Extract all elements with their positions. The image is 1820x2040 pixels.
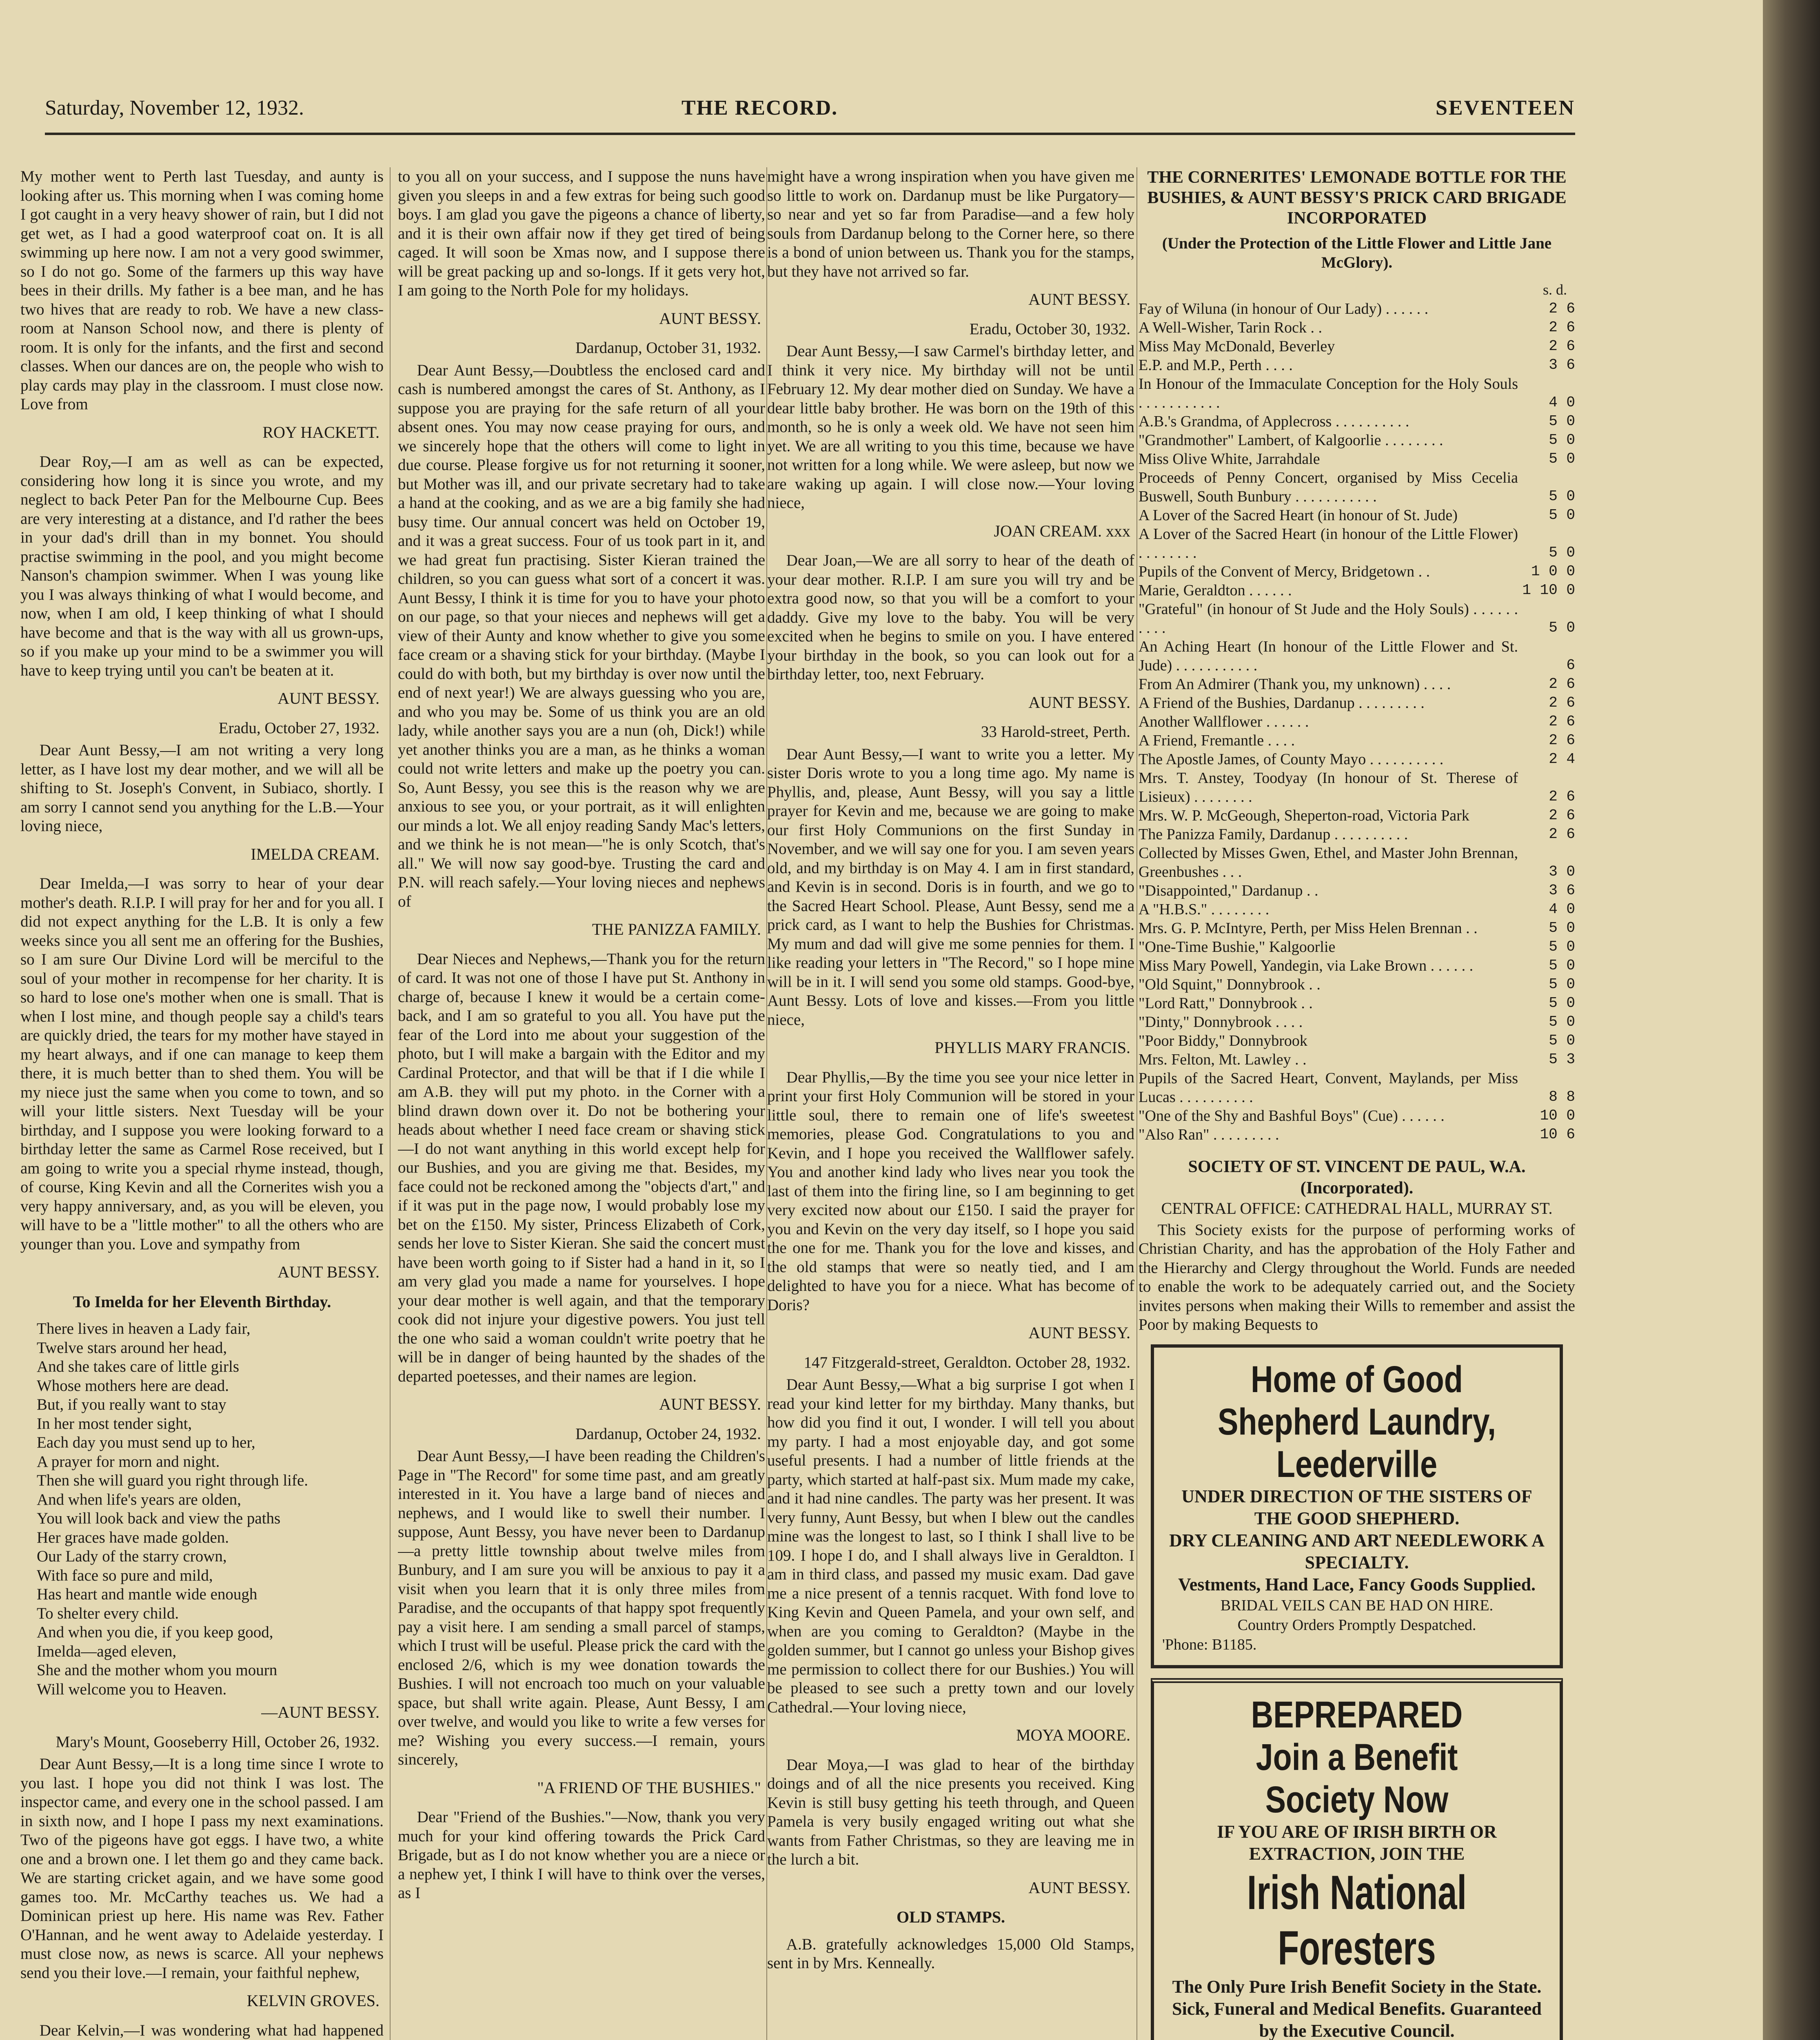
donation-row [1139,506,1575,525]
signature: AUNT BESSY. [1028,693,1130,712]
donation-amount: 5 0 [1549,1013,1575,1030]
donation-row [1139,731,1575,750]
donation-amount: 2 6 [1549,788,1575,805]
letter: Dear Aunt Bessy,—Doubtless the enclosed card and cash is numbered amongst the cares of St. Anthony, as I suppose you are praying for the safe return of all your absent ones. You may now cease praying for ours, and we sincerely hope that the others will come to light in due course. Please forgive us for not returning it sooner, but Mother was ill, and our private secretary had to take a hand at the cooking, and as we are a big family she had busy time. Our annual concert was held on October 19, and it was a great success. Four of us took part in it, and we had great fun practising. Sister Kieran trained the children, so you can guess what sort of a concert it was. Aunt Bessy, I think it is time for you to have your photo on our page, so that your nieces and nephews will get a view of their Aunty and know whether to give you some face cream or a shaving stick for your birthday. (Maybe I could do with both, but my birthday is over now until the end of next year!) We are always guessing who you are, and who you may be. Some of us think you are an old lady, while another says you are a nun (oh, Dick!) while yet another thinks you are a man, as he thinks a woman could not write letters and make up the poetry you can. So, Aunt Bessy, you see this is the reason why we are anxious to see you, or your portrait, as it will enlighten our minds a lot. We all enjoy reading Sandy Mac's letters, and we think he is not mean—"he is only Scotch, that's all." We will now say good-bye. Trusting the card and P.N. will reach safely.—Your loving nieces and nephews of [398,361,765,910]
ad-line: Country Orders Promptly Despatched. [1237,1616,1476,1634]
reply: Dear Roy,—I am as well as can be expected, considering how long it is since you wrote, and my neglect to back Peter Pan for the Melbourne Cup. Bees are very interesting at a distance, and I'd rather the bees in your dad's drill than in my bonnet. You should practise swimming in the pool, and you might become Nanson's champion swimmer. When I was young like you I was always thinking of what I would become, and now, when I am old, I keep thinking of what I should have become and that is the way with all us grown-ups, so if you make up your mind to be a swimmer you will have to keep trying until you can't be beaten at it. [20,453,384,679]
signature: THE PANIZZA FAMILY. [592,920,761,938]
donor-name: "Old Squint," Donnybrook . . [1139,976,1321,993]
letter-place-date: 147 Fitzgerald-street, Geraldton. October 28, 1932. [803,1353,1130,1371]
acknowledgement: A.B. gratefully acknowledges 15,000 Old Stamps, sent in by Mrs. Kenneally. [767,1935,1134,1972]
donation-amount: 5 0 [1549,919,1575,936]
signature: AUNT BESSY. [1028,290,1130,308]
donation-amount: 5 0 [1549,412,1575,430]
donation-amount: 4 0 [1549,394,1575,411]
letter: Dear Aunt Bessy,—What a big surprise I got when I read your kind letter for my birthday. Many thanks, but how did you find it out, I wonder. I will tell you about my party. I had a most enjoyable day, and got some useful presents. I had a number of little friends at the party, which started at half-past six. Mum made my cake, and it had nine candles. The party was her present. It was very funny, Aunt Bessy, but when I blew out the candles mine was the longest to last, so I think I shall live to be 109. I hope I do, and I shall always live in Geraldton. I am in third class, and passed my music exam. Dad gave me a nice present of a tennis racquet. With fond love to King Kevin and Queen Pamela, and your own self, and when are you coming to Geraldton? (Maybe in the golden summer, but I cannot go unless your Bishop gives me permission to collect there for our Bushies.) You will be pleased to see such a pretty town and our lovely Cathedral.—Your loving niece, [767,1376,1134,1716]
donor-name: Another Wallflower . . . . . . [1139,713,1309,730]
donation-amount: 5 0 [1549,957,1575,974]
donation-amount: 3 0 [1549,863,1575,880]
donation-amount: 5 3 [1549,1051,1575,1068]
reply: Dear Kelvin,—I was wondering what had happened [39,2021,384,2039]
fund-subtitle: (Under the Protection of the Little Flower and Little Jane McGlory). [1162,235,1552,271]
signature: ROY HACKETT. [262,423,380,441]
donation-row [1139,1125,1575,1144]
ad-line: The Only Pure Irish Benefit Society in the State. [1172,1976,1542,1997]
donor-name: Marie, Geraldton . . . . . . [1139,581,1292,599]
donor-name: Proceeds of Penny Concert, organised by Miss Cecelia Buswell, South Bunbury . . . . . . . . . . . [1139,469,1518,505]
donor-name: A.B.'s Grandma, of Applecross . . . . . . . . . . [1139,412,1409,430]
donation-row [1139,299,1575,318]
ad-line: IF YOU ARE OF IRISH BIRTH OR EXTRACTION, JOIN THE [1217,1821,1497,1864]
ad-line: DRY CLEANING AND ART NEEDLEWORK A SPECIALTY. [1169,1530,1545,1572]
issue-date: Saturday, November 12, 1932. [45,96,304,120]
donation-row [1139,769,1575,806]
donor-name: Miss May McDonald, Beverley [1139,337,1335,355]
ad-line: BEPREPARED [1251,1694,1463,1736]
ad-title: Irish National Foresters [1247,1865,1467,1975]
letter: Dear Aunt Bessy,—It is a long time since I wrote to you last. I hope you did not think I was lost. The inspector came, and every one in the school passed. I am in sixth now, and I hope I pass my next examinations. Two of the pigeons have got eggs. I have two, a white one and a brown one. I let them go and they came back. We are starting cricket again, and we have some good games too. Mr. McCarthy teaches us. We had a Dominican priest up here. His name was Rev. Father O'Hannan, and he went away to Adelaide yesterday. I must close now, as news is scarce. All your nephews send you their love.—I remain, your faithful nephew, [20,1755,384,1982]
reply: Dear Nieces and Nephews,—Thank you for the return of card. It was not one of those I have put St. Anthony in charge of, because I knew it would be a certain come-back, and I am so grateful to you all. You have put the fear of the Lord into me about your suggestion of the photo, but I will make a bargain with the Editor and my Cardinal Protector, and that will be that if I die while I am A.B. they will put my photo. in the Corner with a blind drawn down over it. Do not be bothering your heads about whether I need face cream or shaving stick—I do not want anything in this world except help for our Bushies, and you are giving me that. Besides, my face could not be reckoned among the "objects d'art," and if it was put in the page now, I would probably lose my bet on the £150. My sister, Princess Elizabeth of Cork, sends her love to Sister Kieran. She said the concert must have been worth going to if Sister had a hand in it, so I am very glad you made a name for yourselves. I hope your dear mother is well again, and that the temporary cook did not injure your digestive powers. You just tell the one who said a woman couldn't write poetry that he will be in danger of being haunted by the shades of the departed poetesses, and their names are legion. [398,950,765,1385]
donor-name: "Lord Ratt," Donnybrook . . [1139,994,1313,1012]
donor-name: "One-Time Bushie," Kalgoorlie [1139,938,1336,956]
reply-continued: might have a wrong inspiration when you have given me so little to work on. Dardanup must be like Purgatory—so near and yet so far from Paradise—and a few holy souls from Dardanup belong to the Corner here, so there is a bond of union between us. Thank you for the stamps, but they have not arrived so far. [767,168,1134,280]
donation-amount: 10 0 [1540,1107,1575,1124]
currency-header: s. d. [1543,282,1567,298]
donation-amount: 2 6 [1549,713,1575,730]
donor-name: Pupils of the Convent of Mercy, Bridgetown . . [1139,563,1430,580]
donor-name: A Well-Wisher, Tarin Rock . . [1139,319,1322,336]
ad-title: Home of Good Shepherd Laundry, Leederville [1218,1358,1496,1485]
donor-name: The Apostle James, of County Mayo . . . . . . . . . . [1139,750,1444,768]
fund-title: THE CORNERITES' LEMONADE BOTTLE FOR THE BUSHIES, & AUNT BESSY'S PRICK CARD BRIGADE INCORPORATED [1147,168,1567,228]
donation-amount: 5 0 [1549,938,1575,955]
book-binding [1763,0,1820,2040]
signature: KELVIN GROVES. [246,1991,380,2010]
donation-amount: 10 6 [1540,1126,1575,1143]
section-heading: OLD STAMPS. [897,1908,1005,1926]
letter-place-date: Dardanup, October 24, 1932. [575,1425,761,1443]
signature: "A FRIEND OF THE BUSHIES." [537,1778,761,1797]
donation-amount: 2 6 [1549,675,1575,692]
donation-amount: 2 6 [1549,807,1575,824]
donation-row [1139,956,1575,975]
reply: Dear Moya,—I was glad to hear of the birthday doings and of all the nice presents you received. King Kevin is still busy getting his teeth through, and Queen Pamela is very busily engaged writing out what she wants from Father Christmas, so they are leaving me in the lurch a bit. [767,1756,1134,1868]
signature: IMELDA CREAM. [251,845,380,863]
donation-amount: 8 8 [1549,1088,1575,1105]
donation-amount: 2 6 [1549,337,1575,355]
ad-line: Join a Benefit Society Now [1256,1736,1458,1820]
donation-amount: 5 0 [1549,544,1575,561]
donor-name: Miss Mary Powell, Yandegin, via Lake Brown . . . . . . [1139,957,1474,974]
column-divider [1136,167,1137,2040]
donation-row [1139,919,1575,938]
donation-amount: 6 [1566,656,1575,674]
donation-row [1139,675,1575,694]
donation-row [1139,337,1575,356]
column-3 [767,167,1134,2040]
donation-row [1139,600,1575,637]
donation-amount: 5 0 [1549,488,1575,505]
ad-phone: 'Phone: B1185. [1162,1636,1257,1653]
donor-name: "Also Ran" . . . . . . . . . [1139,1126,1279,1143]
page-number: SEVENTEEN [1436,96,1575,120]
letter: My mother went to Perth last Tuesday, and aunty is looking after us. This morning when I was coming home I got caught in a very heavy shower of rain, but I did not get wet, as I had a good waterproof coat on. It is all swimming up here now. I am not a very good swimmer, so I do not go. Some of the farmers up this way have bees in their drills. My father is a bee man, and he has two hives that are ready to rob. We have a new class-room at Nanson School now, and there is plenty of room. It is only for the infants, and the first and second classes. When our dances are on, the people who wish to play cards may play in the classroom. I must close now. Love from [20,168,384,413]
letter-place-date: 33 Harold-street, Perth. [981,723,1130,741]
letter: Dear Aunt Bessy,—I saw Carmel's birthday letter, and I think it very nice. My birthday will not be until February 12. My dear mother died on Sunday. We have a dear little baby brother. He was born on the 19th of this month, so he is only a week old. We have not seen him yet. We are all writing to you this time, because we have not written for a long while. We were asleep, but now we are waking up again. I will close now.—Your loving niece, [767,342,1134,512]
donor-name: Mrs. W. P. McGeough, Sheperton-road, Victoria Park [1139,807,1469,824]
donor-name: Mrs. T. Anstey, Toodyay (In honour of St. Therese of Lisieux) . . . . . . . . [1139,769,1518,805]
donor-name: "Disappointed," Dardanup . . [1139,882,1318,899]
header-rule [45,133,1575,135]
ad-line: Sick, Funeral and Medical Benefits. Guaranteed by the Executive Council. [1172,1998,1542,2040]
donor-name: A Lover of the Sacred Heart (in honour of the Little Flower) . . . . . . . . [1139,525,1518,561]
society-text: This Society exists for the purpose of performing works of Christian Charity, and has the approbation of the Holy Father and the Hierarchy and Clergy throughout the World. Funds are needed to enable the work to be adequately carried out, and the Society invites persons when making their Wills to remember and assist the Poor by making Bequests to [1139,1221,1575,1333]
letter: Dear Aunt Bessy,—I have been reading the Children's Page in "The Record" for some time past, and am greatly interested in it. You have a large band of nieces and nephews, and I would like to swell their number. I suppose, Aunt Bessy, you have never been to Dardanup—a pretty little township about twelve miles from Bunbury, and I am sure you will be anxious to pay it a visit when you learn that it is only three miles from Paradise, and the occupants of that happy spot frequently pay a visit here. I am sending a small parcel of stamps, which I trust will be useful. Please prick the card with the enclosed 2/6, which is my wee donation towards the Bushies. I will not encroach too much on your valuable space, but shall write again. Please, Aunt Bessy, I am over twelve, and would you like to write a few verses for me? Wishing you every success.—I remain, yours sincerely, [398,1447,765,1768]
column-2 [398,167,765,2040]
reply: Dear Joan,—We are all sorry to hear of the death of your dear mother. R.I.P. I am sure you will try and be extra good now, so that you will be a comfort to your daddy. Give my love to the baby. You will be very excited when he begins to smile on you. I have entered your birthday in the book, so you can look out for a birthday letter, too, next February. [767,552,1134,683]
signature: AUNT BESSY. [659,1395,761,1413]
birthday-poem: There lives in heaven a Lady fair, Twelve stars around her head, And she takes care of little girls Whose mothers here are dead. But, if you really want to stay In her most tender sight, Each day you must send up to her, A prayer for morn and night. Then she will guard you right through life. And when life's years are olden, You will look back and view the paths Her graces have made golden. Our Lady of the starry crown, With face so pure and mild, Has heart and mantle wide enough To shelter every child. And when you die, if you keep good, Imelda—aged eleven, She and the mother whom you mourn Will welcome you to Heaven. [37,1320,309,1698]
donation-row [1139,694,1575,712]
signature: AUNT BESSY. [277,689,380,707]
donation-row [1139,975,1575,994]
donation-list [1139,299,1575,1144]
donation-amount: 5 0 [1549,431,1575,448]
donation-amount: 1 0 0 [1531,563,1575,580]
laundry-advertisement [1151,1344,1563,1668]
donor-name: "Grateful" (in honour of St Jude and the Holy Souls) . . . . . . . . . . [1139,600,1518,636]
donor-name: In Honour of the Immaculate Conception for the Holy Souls . . . . . . . . . . . [1139,375,1518,411]
reply: Dear "Friend of the Bushies."—Now, thank you very much for your kind offering towards the Prick Card Brigade, but as I do not know whether you are a niece or a nephew yet, I think I will have to think over the verses, as I [398,1808,765,1902]
donation-row [1139,750,1575,769]
donation-amount: 3 6 [1549,356,1575,373]
donation-row [1139,881,1575,900]
donation-row [1139,712,1575,731]
donation-amount: 5 0 [1549,976,1575,993]
donation-row [1139,1031,1575,1050]
donation-row [1139,468,1575,506]
donor-name: Fay of Wiluna (in honour of Our Lady) . . . . . . [1139,300,1429,317]
donation-amount: 2 6 [1549,694,1575,711]
ad-line: Vestments, Hand Lace, Fancy Goods Supplied. [1178,1574,1536,1594]
reply-continued: to you all on your success, and I suppose the nuns have given you sleeps in and a few extras for being such good boys. I am glad you gave the pigeons a chance of liberty, and it is their own affair now if they get tired of being caged. It will soon be Xmas now, and I suppose there will be great packing up and so-longs. If it gets very hot, I am going to the North Pole for my holidays. [398,168,765,299]
donation-row [1139,1069,1575,1106]
donation-amount: 2 4 [1549,750,1575,767]
reply: Dear Phyllis,—By the time you see your nice letter in print your first Holy Communion will be stored in your little soul, there to remain one of life's sweetest memories, please God. Congratulations to you and Kevin, and I hope you received the Wallflower safely. You and another kind lady who lives near you took the last of them into the firing line, so I am beginning to get very excited now about our £150. I said the prayer for you and Kevin on the very day itself, so I hope you said the one for me. Thank you for the love and kisses, and the old stamps that were so neatly tied, and I am delighted to have you for a niece. What has become of Doris? [767,1068,1134,1314]
donor-name: "Grandmother" Lambert, of Kalgoorlie . . . . . . . . [1139,431,1443,449]
donor-name: Collected by Misses Gwen, Ethel, and Master John Brennan, Greenbushes . . . [1139,844,1518,880]
newspaper-name: THE RECORD. [681,96,838,120]
letter-place-date: Eradu, October 30, 1932. [969,320,1130,338]
donor-name: A "H.B.S." . . . . . . . . [1139,900,1270,918]
foresters-advertisement [1151,1678,1563,2040]
reply: Dear Imelda,—I was sorry to hear of your dear mother's death. R.I.P. I will pray for her and for you all. I did not expect anything for the L.B. It is only a few weeks since you all sent me an offering for the Bushies, so I am sure Our Divine Lord will be merciful to the soul of your mother in recompense for her charity. It is so hard to lose one's mother when one is small. That is when I lost mine, and though people say a child's tears are quickly dried, the tears for my mother have stayed in my heart always, and if one can manage to keep them there, it is much better than to shed them. You will be my niece just the same when you come to town, and so will your little sisters. Next Tuesday will be your birthday, and I suppose you were looking forward to a birthday letter the same as Carmel Rose received, but I am going to write you a special rhyme instead, though, of course, King Kevin and all the Cornerites wish you a very happy anniversary, and, as you will be eleven, you will have to be a "little mother" to all the others who are younger than you. Love and sympathy from [20,875,384,1253]
donation-row [1139,412,1575,431]
signature: JOAN CREAM. xxx [994,521,1130,540]
donation-row [1139,318,1575,337]
signature: AUNT BESSY. [1028,1878,1130,1897]
donation-amount: 2 6 [1549,825,1575,843]
donor-name: Mrs. Felton, Mt. Lawley . . [1139,1051,1307,1068]
donor-name: "One of the Shy and Bashful Boys" (Cue) . . . . . . [1139,1107,1445,1124]
donor-name: "Poor Biddy," Donnybrook [1139,1032,1307,1049]
signature: —AUNT BESSY. [261,1703,380,1721]
page-header [45,92,1575,129]
donation-amount: 1 10 0 [1522,581,1575,599]
column-4 [1139,167,1575,2040]
donation-amount: 2 6 [1549,300,1575,317]
signature: AUNT BESSY. [1028,1324,1130,1342]
signature: MOYA MOORE. [1016,1726,1130,1744]
donor-name: The Panizza Family, Dardanup . . . . . . . . . . [1139,825,1408,843]
letter-place-date: Mary's Mount, Gooseberry Hill, October 26, 1932. [55,1733,380,1751]
column-divider [390,167,391,2040]
donation-row [1139,1106,1575,1125]
donation-row [1139,900,1575,919]
society-office: CENTRAL OFFICE: CATHEDRAL HALL, MURRAY ST. [1161,1199,1553,1217]
donor-name: E.P. and M.P., Perth . . . . [1139,356,1293,374]
donor-name: Mrs. G. P. McIntyre, Perth, per Miss Helen Brennan . . [1139,919,1478,937]
donation-row [1139,637,1575,675]
donation-row [1139,581,1575,600]
donation-row [1139,994,1575,1013]
letter-place-date: Dardanup, October 31, 1932. [575,339,761,357]
donor-name: An Aching Heart (In honour of the Little Flower and St. Jude) . . . . . . . . . . . [1139,638,1518,674]
donor-name: "Dinty," Donnybrook . . . . [1139,1013,1303,1031]
donation-row [1139,806,1575,825]
signature: AUNT BESSY. [277,1263,380,1281]
donation-row [1139,450,1575,468]
donor-name: A Friend of the Bushies, Dardanup . . . . . . . . . [1139,694,1425,712]
donation-row [1139,525,1575,562]
donation-row [1139,356,1575,375]
donation-amount: 2 6 [1549,732,1575,749]
poem-heading: To Imelda for her Eleventh Birthday. [73,1292,331,1311]
donation-row [1139,844,1575,881]
donation-amount: 5 0 [1549,450,1575,467]
donation-row [1139,1050,1575,1069]
donation-amount: 2 6 [1549,319,1575,336]
donor-name: A Friend, Fremantle . . . . [1139,732,1295,749]
donation-row [1139,375,1575,412]
society-title: SOCIETY OF ST. VINCENT DE PAUL, W.A. (Incorporated). [1188,1157,1526,1197]
donation-amount: 5 0 [1549,994,1575,1011]
donor-name: From An Admirer (Thank you, my unknown) . . . . [1139,675,1451,693]
donation-amount: 3 6 [1549,882,1575,899]
donation-amount: 5 0 [1549,1032,1575,1049]
letter: Dear Aunt Bessy,—I want to write you a letter. My sister Doris wrote to you a long time ago. My name is Phyllis, and, please, Aunt Bessy, will you say a little prayer for Kevin and me, because we are going to make our first Holy Communions on the first Sunday in November, and we will say one for you. I am seven years old, and my birthday is on May 4. I am in first standard, and Kevin is in second. Doris is in fourth, and we go to the Sacred Heart School. Please, Aunt Bessy, send me a prick card, as I want to help the Bushies for Christmas. My mum and dad will give me some pennies for them. I like reading your letters in "The Record," so I hope mine will be in it. I will send you some old stamps. Good-bye, Aunt Bessy. Lots of love and kisses.—From you little niece, [767,745,1134,1029]
signature: AUNT BESSY. [659,309,761,328]
donation-row [1139,825,1575,844]
donation-amount: 5 0 [1549,506,1575,523]
letter: Dear Aunt Bessy,—I am not writing a very long letter, as I have lost my dear mother, and we will all be shifting to St. Joseph's Convent, in Subiaco, shortly. I am sorry I cannot send you anything for the L.B.—Your loving niece, [20,741,384,835]
donation-row [1139,562,1575,581]
donor-name: A Lover of the Sacred Heart (in honour of St. Jude) [1139,506,1458,524]
ad-line: BRIDAL VEILS CAN BE HAD ON HIRE. [1220,1597,1494,1614]
donor-name: Miss Olive White, Jarrahdale [1139,450,1320,468]
donation-row [1139,1013,1575,1031]
ad-line: UNDER DIRECTION OF THE SISTERS OF THE GOOD SHEPHERD. [1181,1486,1532,1528]
donation-amount: 5 0 [1549,619,1575,636]
signature: PHYLLIS MARY FRANCIS. [934,1038,1130,1057]
donor-name: Pupils of the Sacred Heart, Convent, Maylands, per Miss Lucas . . . . . . . . . . [1139,1069,1518,1106]
donation-amount: 4 0 [1549,900,1575,918]
donation-row [1139,431,1575,450]
donation-row [1139,938,1575,956]
column-1 [20,167,384,2040]
letter-place-date: Eradu, October 27, 1932. [218,719,380,737]
